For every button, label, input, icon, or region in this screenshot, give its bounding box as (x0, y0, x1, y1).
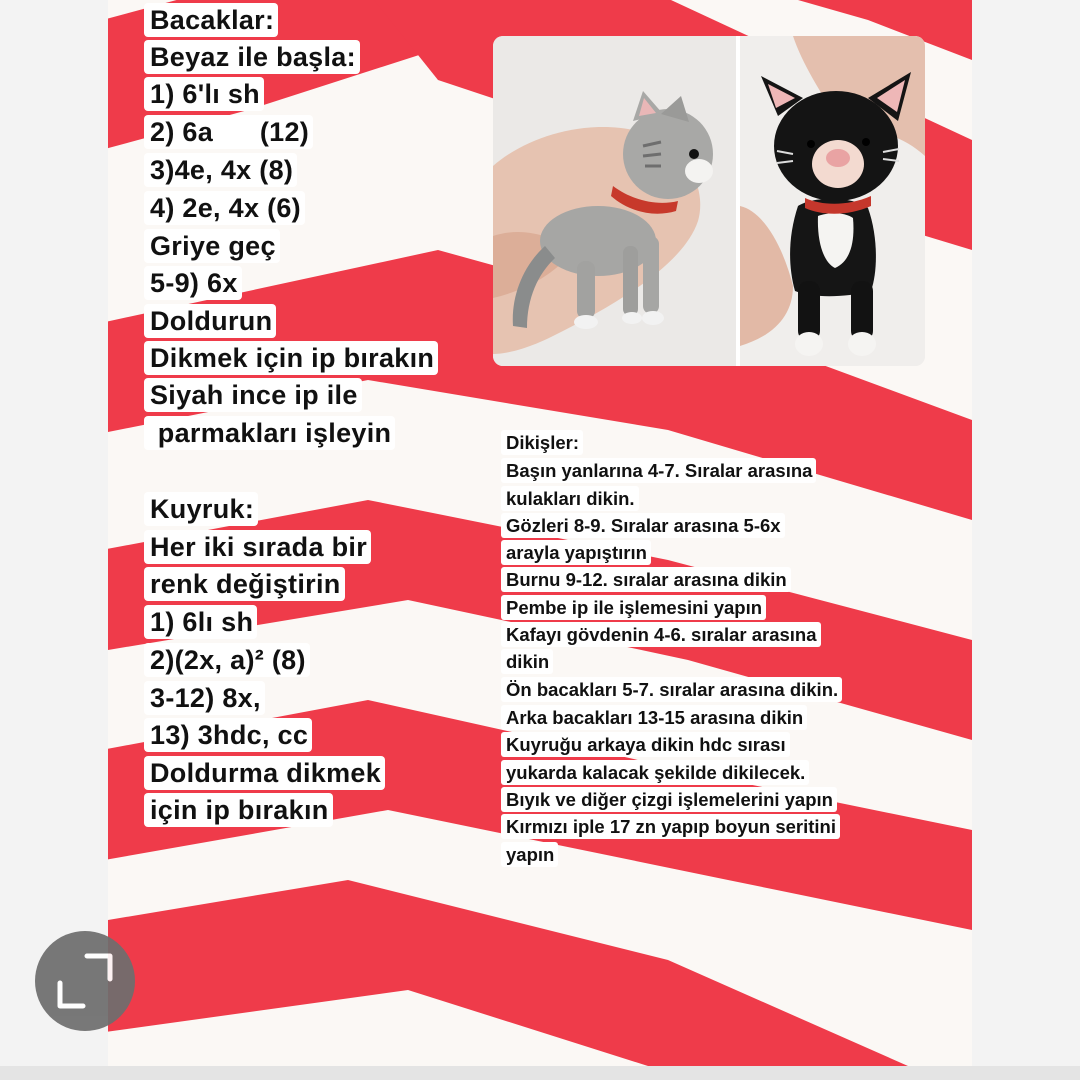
tail-line: 3-12) 8x, (144, 681, 265, 715)
legs-line: 4) 2e, 4x (6) (144, 191, 305, 225)
sewing-line: Kuyruğu arkaya dikin hdc sırası (501, 732, 790, 757)
sewing-line: Bıyık ve diğer çizgi işlemelerini yapın (501, 787, 837, 812)
sewing-line: arayla yapıştırın (501, 540, 651, 565)
sewing-line: dikin (501, 649, 553, 674)
tail-title: Kuyruk: (144, 492, 258, 526)
tail-line: renk değiştirin (144, 567, 345, 601)
sewing-line: Başın yanlarına 4-7. Sıralar arasına (501, 458, 816, 483)
legs-line: 1) 6'lı sh (144, 77, 264, 111)
sewing-line: yukarda kalacak şekilde dikilecek. (501, 760, 809, 785)
sewing-line: Arka bacakları 13-15 arasına dikin (501, 705, 807, 730)
tail-line: 2)(2x, a)² (8) (144, 643, 310, 677)
sewing-line: Burnu 9-12. sıralar arasına dikin (501, 567, 791, 592)
legs-line: Dikmek için ip bırakın (144, 341, 438, 375)
tail-line: Doldurma dikmek (144, 756, 385, 790)
sewing-line: yapın (501, 842, 558, 867)
sewing-line: Kırmızı iple 17 zn yapıp boyun seritini (501, 814, 840, 839)
legs-line: parmakları işleyin (144, 416, 395, 450)
sewing-line: kulakları dikin. (501, 486, 639, 511)
legs-line: Doldurun (144, 304, 276, 338)
tail-line: 1) 6lı sh (144, 605, 257, 639)
cats-photo (493, 36, 925, 366)
sewing-line: Ön bacakları 5-7. sıralar arasına dikin. (501, 677, 842, 702)
legs-line: 2) 6a (12) (144, 115, 313, 149)
sewing-line: Gözleri 8-9. Sıralar arasına 5-6x (501, 513, 785, 538)
legs-title: Bacaklar: (144, 3, 278, 37)
tail-line: 13) 3hdc, cc (144, 718, 312, 752)
legs-line: Beyaz ile başla: (144, 40, 360, 74)
left-margin (0, 0, 108, 1066)
tail-line: için ip bırakın (144, 793, 333, 827)
right-margin (972, 0, 1080, 1066)
sewing-line: Kafayı gövdenin 4-6. sıralar arasına (501, 622, 821, 647)
legs-line: 3)4e, 4x (8) (144, 153, 297, 187)
expand-icon (35, 931, 135, 1031)
sewing-title: Dikişler: (501, 430, 583, 455)
tail-line: Her iki sırada bir (144, 530, 371, 564)
legs-line: Griye geç (144, 229, 280, 263)
legs-line: 5-9) 6x (144, 266, 242, 300)
legs-line: Siyah ince ip ile (144, 378, 362, 412)
sewing-line: Pembe ip ile işlemesini yapın (501, 595, 766, 620)
expand-button[interactable] (35, 931, 135, 1031)
bottom-bar (0, 1066, 1080, 1080)
